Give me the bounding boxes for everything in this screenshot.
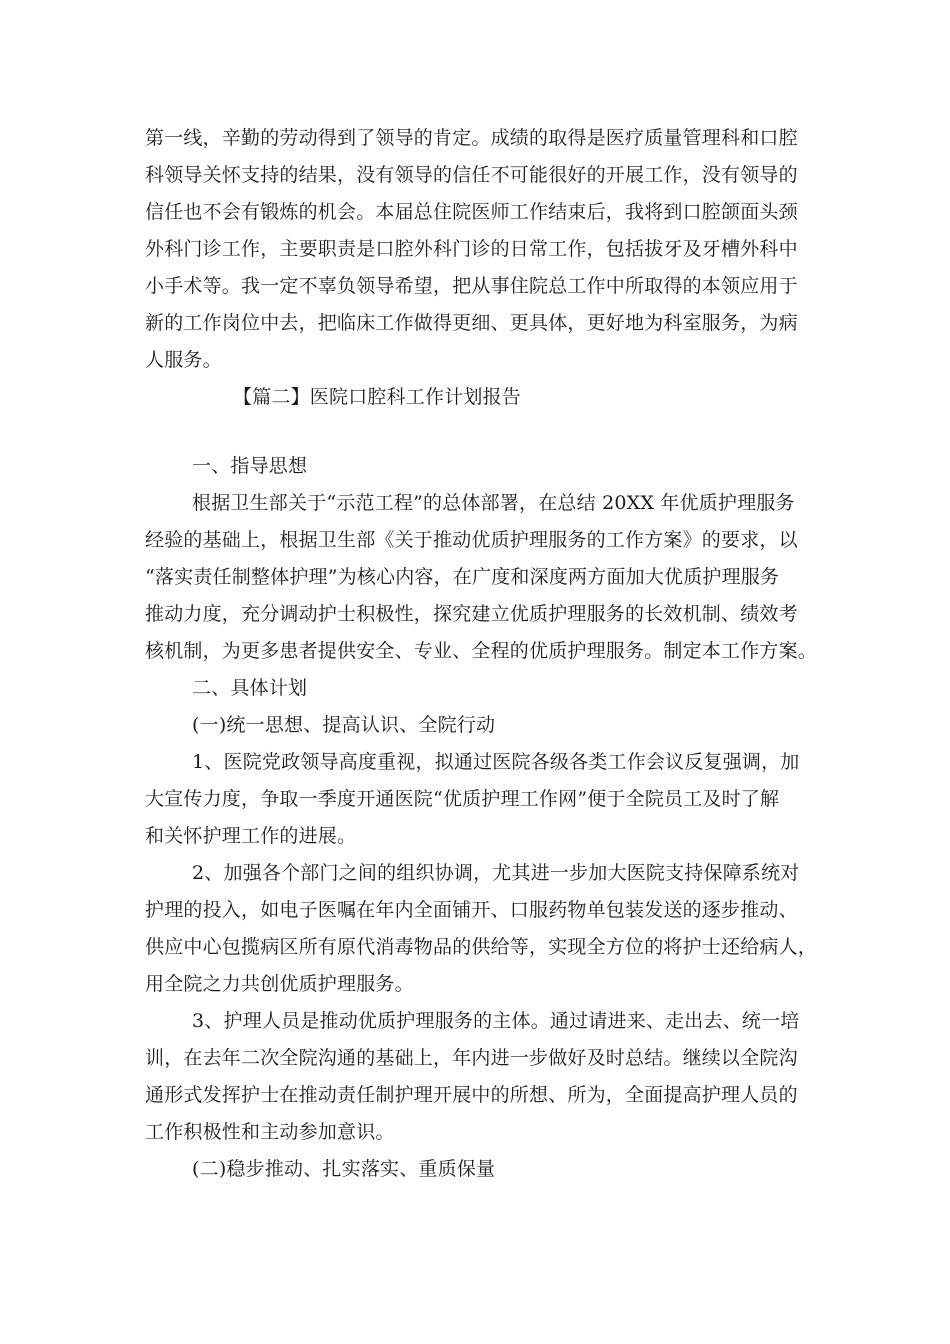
text-line: 通形式发挥护士在推动责任制护理开展中的所想、所为，全面提高护理人员的 [145,1084,798,1106]
text-line: 和关怀护理工作的进展。 [145,825,357,847]
text-line: 大宣传力度，争取一季度开通医院“优质护理工作网”便于全院员工及时了解 [145,788,780,810]
heading-specific-plan: 二、具体计划 [192,677,308,699]
text-line: 核机制，为更多患者提供安全、专业、全程的优质护理服务。制定本工作方案。 [145,640,818,662]
text-line: 经验的基础上，根据卫生部《关于推动优质护理服务的工作方案》的要求，以 [145,529,798,551]
text-line: 信任也不会有锻炼的机会。本届总住院医师工作结束后，我将到口腔颌面头颈 [145,201,798,223]
text-line: 小手术等。我一定不辜负领导希望，把从事住院总工作中所取得的本领应用于 [145,275,798,297]
text-line: 第一线，辛勤的劳动得到了领导的肯定。成绩的取得是医疗质量管理科和口腔 [145,127,798,149]
text-line: 工作积极性和主动参加意识。 [145,1121,395,1143]
section-heading: 【篇二】医院口腔科工作计划报告 [233,386,522,408]
text-line: 1、医院党政领导高度重视，拟通过医院各级各类工作会议反复强调，加 [192,751,800,773]
text-line: 新的工作岗位中去，把临床工作做得更细、更具体，更好地为科室服务，为病 [145,312,798,334]
subheading-steady-progress: (二)稳步推动、扎实落实、重质保量 [192,1158,496,1180]
text-line: 供应中心包揽病区所有原代消毒物品的供给等，实现全方位的将护士还给病人， [145,936,818,958]
text-line: “落实责任制整体护理”为核心内容，在广度和深度两方面加大优质护理服务 [145,566,780,588]
text-line: 科领导关怀支持的结果，没有领导的信任不可能很好的开展工作，没有领导的 [145,164,798,186]
subheading-unify-thinking: (一)统一思想、提高认识、全院行动 [192,714,496,736]
text-line: 人服务。 [145,349,222,371]
text-line: 用全院之力共创优质护理服务。 [145,973,414,995]
text-line: 推动力度，充分调动护士积极性，探究建立优质护理服务的长效机制、绩效考 [145,603,798,625]
text-line: 外科门诊工作，主要职责是口腔外科门诊的日常工作，包括拔牙及牙槽外科中 [145,238,798,260]
text-line: 根据卫生部关于“示范工程”的总体部署，在总结 20XX 年优质护理服务 [192,492,795,514]
text-line: 训，在去年二次全院沟通的基础上，年内进一步做好及时总结。继续以全院沟 [145,1047,798,1069]
text-line: 3、护理人员是推动优质护理服务的主体。通过请进来、走出去、统一培 [192,1010,800,1032]
text-line: 护理的投入，如电子医嘱在年内全面铺开、口服药物单包装发送的逐步推动、 [145,899,798,921]
text-line: 2、加强各个部门之间的组织协调，尤其进一步加大医院支持保障系统对 [192,862,800,884]
heading-guiding-thought: 一、指导思想 [192,455,308,477]
